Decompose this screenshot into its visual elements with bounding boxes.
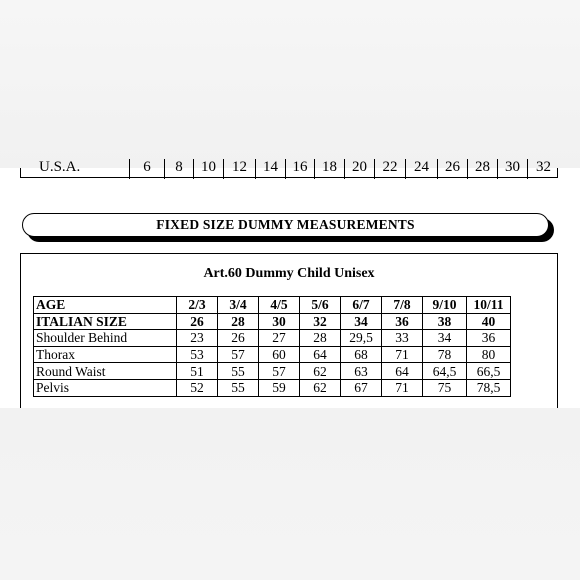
- table-cell: 80: [467, 346, 511, 363]
- measurement-table: [33, 296, 511, 397]
- top-blurred-area: [0, 0, 580, 168]
- usa-size-cell: 12: [223, 159, 255, 179]
- table-cell: 29,5: [341, 330, 382, 347]
- table-cell: 30: [259, 313, 300, 330]
- row-label: Round Waist: [34, 363, 177, 380]
- usa-size-cell: 8: [164, 159, 193, 179]
- table-cell: 57: [218, 346, 259, 363]
- table-cell: 34: [423, 330, 467, 347]
- table-title: Art.60 Dummy Child Unisex: [203, 266, 375, 281]
- usa-size-cell: 28: [467, 159, 497, 179]
- row-label: Pelvis: [34, 379, 177, 396]
- table-cell: 32: [300, 313, 341, 330]
- row-label: Thorax: [34, 346, 177, 363]
- table-cell: 4/5: [259, 297, 300, 314]
- table-cell: 5/6: [300, 297, 341, 314]
- table-cell: 71: [382, 379, 423, 396]
- table-cell: 75: [423, 379, 467, 396]
- table-cell: 53: [177, 346, 218, 363]
- table-cell: 52: [177, 379, 218, 396]
- usa-size-cell: 32: [527, 159, 559, 179]
- table-row: [34, 379, 511, 396]
- table-cell: 36: [467, 330, 511, 347]
- table-cell: 28: [300, 330, 341, 347]
- row-label: ITALIAN SIZE: [34, 313, 177, 330]
- table-cell: 64: [300, 346, 341, 363]
- table-cell: 57: [259, 363, 300, 380]
- table-cell: 6/7: [341, 297, 382, 314]
- table-cell: 28: [218, 313, 259, 330]
- table-cell: 26: [177, 313, 218, 330]
- table-cell: 62: [300, 363, 341, 380]
- table-cell: 63: [341, 363, 382, 380]
- usa-size-row: [20, 159, 558, 178]
- row-label: Shoulder Behind: [34, 330, 177, 347]
- table-cell: 55: [218, 363, 259, 380]
- table-row: [34, 330, 511, 347]
- usa-size-cell: 24: [405, 159, 437, 179]
- table-cell: 67: [341, 379, 382, 396]
- table-cell: 64,5: [423, 363, 467, 380]
- table-row: [34, 363, 511, 380]
- table-cell: 2/3: [177, 297, 218, 314]
- table-cell: 33: [382, 330, 423, 347]
- table-cell: 62: [300, 379, 341, 396]
- bottom-blurred-area: [0, 408, 580, 580]
- table-cell: 40: [467, 313, 511, 330]
- measurement-table-frame: [20, 253, 558, 413]
- usa-size-cell: 20: [344, 159, 374, 179]
- table-cell: 78,5: [467, 379, 511, 396]
- table-cell: 10/11: [467, 297, 511, 314]
- row-label: AGE: [34, 297, 177, 314]
- table-cell: 78: [423, 346, 467, 363]
- table-cell: 26: [218, 330, 259, 347]
- table-cell: 34: [341, 313, 382, 330]
- section-title: FIXED SIZE DUMMY MEASUREMENTS: [22, 213, 549, 237]
- table-cell: 27: [259, 330, 300, 347]
- table-cell: 3/4: [218, 297, 259, 314]
- table-cell: 7/8: [382, 297, 423, 314]
- table-cell: 64: [382, 363, 423, 380]
- usa-size-cell: 6: [129, 159, 164, 179]
- table-cell: 59: [259, 379, 300, 396]
- table-cell: 66,5: [467, 363, 511, 380]
- table-cell: 68: [341, 346, 382, 363]
- usa-size-cell: 18: [314, 159, 344, 179]
- usa-size-cell: 22: [374, 159, 405, 179]
- usa-label: U.S.A.: [39, 159, 81, 175]
- table-row: [34, 297, 511, 314]
- table-cell: 60: [259, 346, 300, 363]
- table-row: [34, 313, 511, 330]
- usa-size-cell: 10: [193, 159, 223, 179]
- table-cell: 23: [177, 330, 218, 347]
- table-cell: 9/10: [423, 297, 467, 314]
- table-cell: 71: [382, 346, 423, 363]
- table-row: [34, 346, 511, 363]
- table-cell: 36: [382, 313, 423, 330]
- usa-size-cell: 26: [437, 159, 467, 179]
- usa-size-cell: 16: [285, 159, 314, 179]
- table-cell: 55: [218, 379, 259, 396]
- table-cell: 38: [423, 313, 467, 330]
- table-cell: 51: [177, 363, 218, 380]
- usa-size-cell: 14: [255, 159, 285, 179]
- usa-size-cell: 30: [497, 159, 527, 179]
